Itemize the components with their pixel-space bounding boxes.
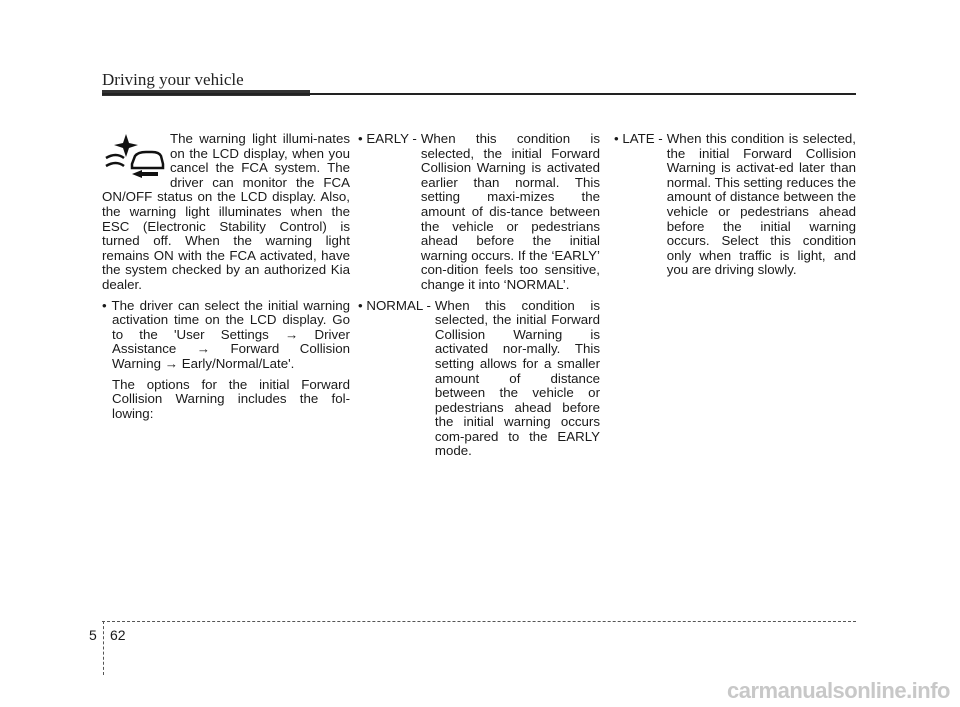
section-number: 5 bbox=[89, 627, 97, 643]
page-header-title: Driving your vehicle bbox=[102, 70, 244, 89]
intro-paragraph: The warning light illumi-nates on the LCD display, when you cancel the FCA system. The driver can monitor the FCA ON/OFF status on the LCD display. Also, the warning light illuminates when the ESC (Electronic Stability Control) is turned off. When the warning light remains ON with the FCA activated, have the system checked by an authorized Kia dealer. bbox=[102, 131, 350, 292]
fca-warning-light-icon bbox=[102, 132, 166, 180]
column-2 bbox=[358, 132, 600, 465]
footer-vertical-rule bbox=[103, 621, 104, 675]
option-late bbox=[614, 132, 856, 278]
options-intro: The options for the initial Forward Collision Warning includes the fol-lowing: bbox=[112, 376, 350, 421]
page-number: 62 bbox=[110, 627, 126, 643]
select-warning-bullet: • The driver can select the initial warning activation time on the LCD display. Go to the 'User Settings → Driver Assistance → Forward Collision Warning → Early/Normal/Late'. bbox=[102, 297, 350, 371]
option-early-label: • EARLY - bbox=[358, 131, 417, 146]
option-early-text: When this condition is selected, the initial Forward Collision Warning is activated earlier than normal. This setting maxi-mizes the amount of dis-tance between the vehicle or pedestrians ahead before the initial warning occurs. If the ‘EARLY’ con-dition feels too sensitive, change it into ‘NORMAL’. bbox=[420, 131, 600, 292]
footer-rule bbox=[102, 621, 856, 622]
option-normal-label: • NORMAL - bbox=[358, 297, 431, 313]
column-1 bbox=[102, 132, 350, 427]
watermark: carmanualsonline.info bbox=[727, 678, 950, 703]
option-normal-text: When this condition is selected, the initial Forward Collision Warning is activated nor-mally. This setting allows for a smaller amount of distance between the vehicle or pedestrians ahead before the initial warning occurs com-pared to the EARLY mode. bbox=[434, 297, 600, 459]
option-late-text: When this condition is selected, the initial Forward Collision Warning is activat-ed later than normal. This setting reduces the amount of distance between the vehicle or pedestrians ahead before the initial warning occurs. Select this condition only when traffic is light, and you are driving slowly. bbox=[666, 131, 856, 278]
option-normal bbox=[358, 299, 600, 460]
column-3 bbox=[614, 132, 856, 284]
option-late-label: • LATE - bbox=[614, 131, 663, 146]
header-rule bbox=[102, 93, 856, 95]
option-early bbox=[358, 132, 600, 293]
